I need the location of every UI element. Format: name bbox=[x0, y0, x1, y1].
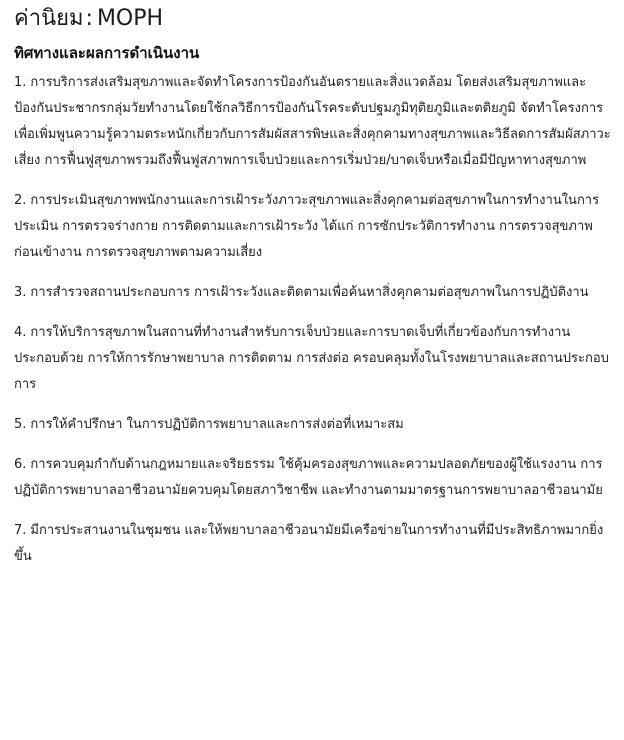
item-text: การให้คำปรึกษา ในการปฏิบัติการพยาบาลและการส่งต่อที่เหมาะสม bbox=[30, 417, 404, 432]
item-number: 7. bbox=[14, 523, 27, 538]
item-text: การประเมินสุขภาพพนักงานและการเฝ้าระวังภาวะสุขภาพและสิ่งคุกคามต่อสุขภาพในการทำงานในการประเมิน การตรวจร่างกาย การติดตามและการเฝ้าระวัง ได้แก่ การซักประวัติการทำงาน การตรวจสุขภาพก่อนเข้างาน การตรวจสุขภาพตามความเสี่ยง bbox=[14, 193, 600, 260]
item-number: 1. bbox=[14, 75, 27, 90]
list-item-4 bbox=[14, 320, 612, 398]
values-label: ค่านิยม bbox=[14, 6, 84, 31]
values-separator: : bbox=[85, 6, 93, 31]
item-text: การควบคุมกำกับด้านกฎหมายและจริยธรรม ใช้คุ้มครองสุขภาพและความปลอดภัยของผู้ใช้แรงงาน การปฏิบัติการพยาบาลอาชีวอนามัยควบคุมโดยสภาวิชาชีพ และทำงานตามมาตรฐานการพยาบาลอาชีวอนามัย bbox=[14, 457, 603, 498]
list-item-5 bbox=[14, 412, 612, 438]
item-text: การสำรวจสถานประกอบการ การเฝ้าระวังและติดตามเพื่อค้นหาสิ่งคุกคามต่อสุขภาพในการปฏิบัติงาน bbox=[30, 285, 589, 300]
item-number: 3. bbox=[14, 285, 27, 300]
item-text: มีการประสานงานในชุมชน และให้พยาบาลอาชีวอนามัยมีเครือข่ายในการทำงานที่มีประสิทธิภาพมากยิ่งขึ้น bbox=[14, 523, 604, 564]
list-item-3 bbox=[14, 280, 612, 306]
item-text: การให้บริการสุขภาพในสถานที่ทำงานสำหรับการเจ็บป่วยและการบาดเจ็บที่เกี่ยวข้องกับการทำงาน ประกอบด้วย การให้การรักษาพยาบาล การติดตาม การส่งต่อ ครอบคลุมทั้งในโรงพยาบาลและสถานประกอบการ bbox=[14, 325, 609, 392]
section-title: ทิศทางและผลการดำเนินงาน bbox=[14, 44, 200, 62]
values-value: MOPH bbox=[96, 6, 164, 31]
item-number: 4. bbox=[14, 325, 27, 340]
item-number: 5. bbox=[14, 417, 27, 432]
list-item-2 bbox=[14, 188, 612, 266]
list-item-1 bbox=[14, 70, 612, 174]
list-item-7 bbox=[14, 518, 612, 570]
item-number: 6. bbox=[14, 457, 27, 472]
values-heading bbox=[14, 4, 612, 34]
item-number: 2. bbox=[14, 193, 27, 208]
item-text: การบริการส่งเสริมสุขภาพและจัดทำโครงการป้องกันอันตรายและสิ่งแวดล้อม โดยส่งเสริมสุขภาพและป้องกันประชากรกลุ่มวัยทำงานโดยใช้กลวิธีการป้องกันโรคระดับปฐมภูมิทุติยภูมิและตติยภูมิ จัดทำโครงการเพื่อเพิ่มพูนความรู้ความตระหนักเกี่ยวกับการสัมผัสสารพิษและสิ่งคุกคามทางสุขภาพและวิธีลดการสัมผัสภาวะเสี่ยง การฟื้นฟูสุขภาพรวมถึงฟื้นฟูสภาพการเจ็บป่วยและการเริ่มป่วย/บาดเจ็บหรือเมื่อมีปัญหาทางสุขภาพ bbox=[14, 75, 611, 168]
list-item-6 bbox=[14, 452, 612, 504]
